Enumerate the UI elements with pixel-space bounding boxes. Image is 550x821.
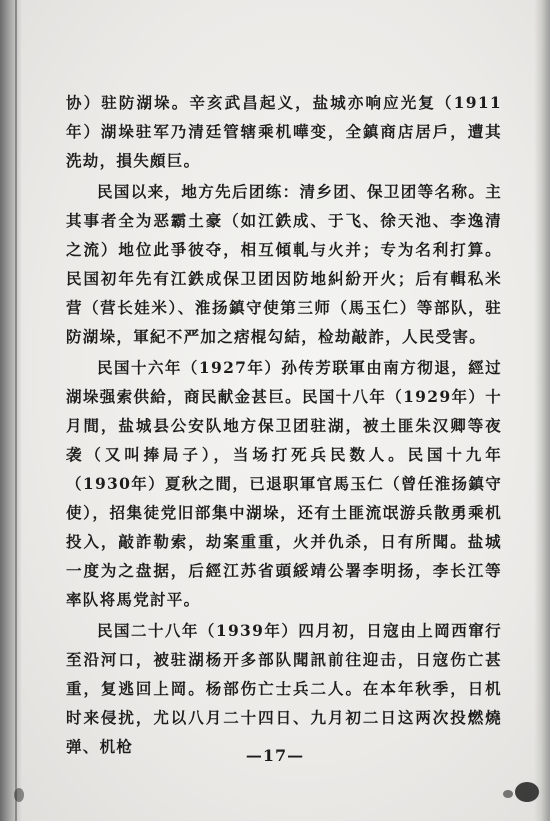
binding-shadow [0, 0, 22, 821]
paragraph-3: 民国十六年（1927年）孙传芳联軍由南方彻退，經过湖垛强索供給，商民献金甚巨。民国十八年（1929年）十月間，盐城县公安队地方保卫团驻湖，被土匪朱汉卿等夜袭（又叫捧局子），当场打死兵民数人。民国十九年（1930年）夏秋之間，已退职軍官馬玉仁（曾任淮扬鎮守使），招集徒党旧部集中湖垛，还有土匪流氓游兵散勇乘机投入，敲詐勒索，劫案重重，火并仇杀，日有所聞。盐城一度为之盘据，后經江苏省頭綏靖公署李明扬，李长江等率队将馬党討平。 [66, 358, 502, 609]
binding-line [15, 0, 17, 821]
paragraph-2: 民国以来，地方先后团练：清乡团、保卫团等名称。主其事者全为恶霸土豪（如江鉄成、于飞、徐天池、李逸清之流）地位此爭彼夺，相互傾軋与火并；专为名利打算。民国初年先有江鉄成保卫团因防地糾紛开火；后有輯私米营（营长娃米）、淮扬鎮守使第三师（馬玉仁）等部队，驻防湖垛，軍紀不严加之痞棍勾結，检劫敲詐，人民受害。 [66, 182, 502, 346]
ink-stain [503, 790, 513, 798]
page-edge-shadow [534, 0, 550, 821]
ink-stain [515, 782, 539, 802]
ink-stain [14, 788, 24, 802]
page-number: —17— [245, 746, 305, 765]
paragraph-1: 协）驻防湖垛。辛亥武昌起义，盐城亦响应光复（1911年）湖垛驻军乃清廷管辖乘机嘩变，全鎮商店居戶，遭其洗劫，損失頗巨。 [66, 93, 502, 170]
paragraph-4: 民国二十八年（1939年）四月初，日寇由上岡西窜行至沿河口，被驻湖杨开多部队聞訊前往迎击，日寇伤亡甚重，复逃回上岡。杨部伤亡士兵二人。在本年秋季，日机时来侵扰，尤以八月二十四日、九月初二日这两次投燃燒弹、机枪 [66, 621, 502, 756]
body-text [66, 88, 502, 763]
